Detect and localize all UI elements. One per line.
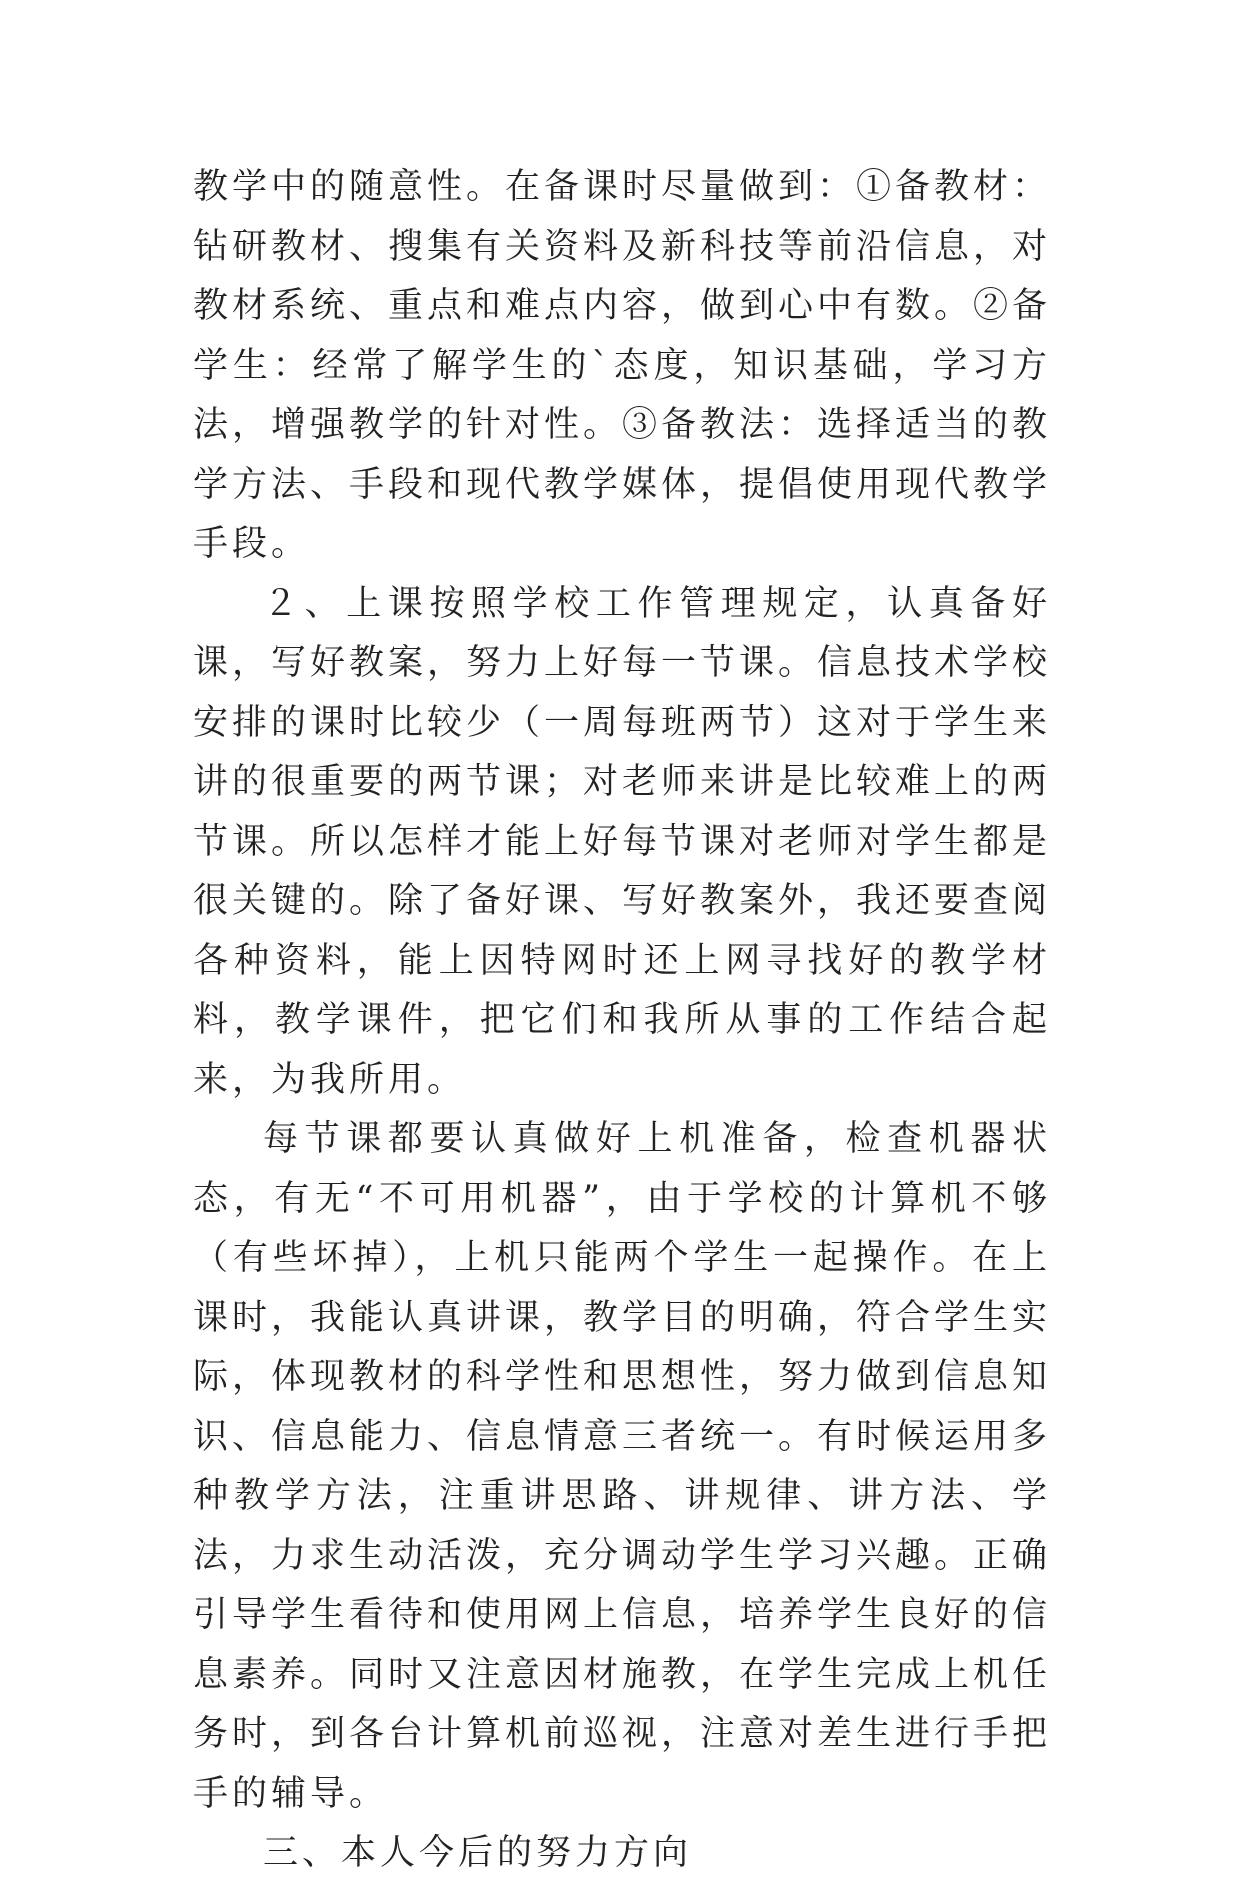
document-body [193,158,1051,1884]
paragraph-preparation-continued: 教学中的随意性。在备课时尽量做到：①备教材：钻研教材、搜集有关资料及新科技等前沿信息，对教材系统、重点和难点内容，做到心中有数。②备学生：经常了解学生的`态度，知识基础，学习方法，增强教学的针对性。③备教法：选择适当的教学方法、手段和现代教学媒体，提倡使用现代教学手段。 [193,167,1052,564]
section-3-heading: 三、本人今后的努力方向 [263,1833,693,1873]
paragraph-machine-preparation: 每节课都要认真做好上机准备，检查机器状态，有无“不可用机器”，由于学校的计算机不够（有些坏掉），上机只能两个学生一起操作。在上课时，我能认真讲课，教学目的明确，符合学生实际，体现教材的科学性和思想性，努力做到信息知识、信息能力、信息情意三者统一。有时候运用多种教学方法，注重讲思路、讲规律、讲方法、学法，力求生动活泼，充分调动学生学习兴趣。正确引导学生看待和使用网上信息，培养学生良好的信息素养。同时又注意因材施教，在学生完成上机任务时，到各台计算机前巡视，注意对差生进行手把手的辅导。 [193,1119,1052,1814]
paragraph-item-2-lessons: ２、上课按照学校工作管理规定，认真备好课，写好教案，努力上好每一节课。信息技术学校安排的课时比较少（一周每班两节）这对于学生来讲的很重要的两节课；对老师来讲是比较难上的两节课。所以怎样才能上好每节课对老师对学生都是很关键的。除了备好课、写好教案外，我还要查阅各种资料，能上因特网时还上网寻找好的教学材料，教学课件，把它们和我所从事的工作结合起来，为我所用。 [193,583,1052,1100]
